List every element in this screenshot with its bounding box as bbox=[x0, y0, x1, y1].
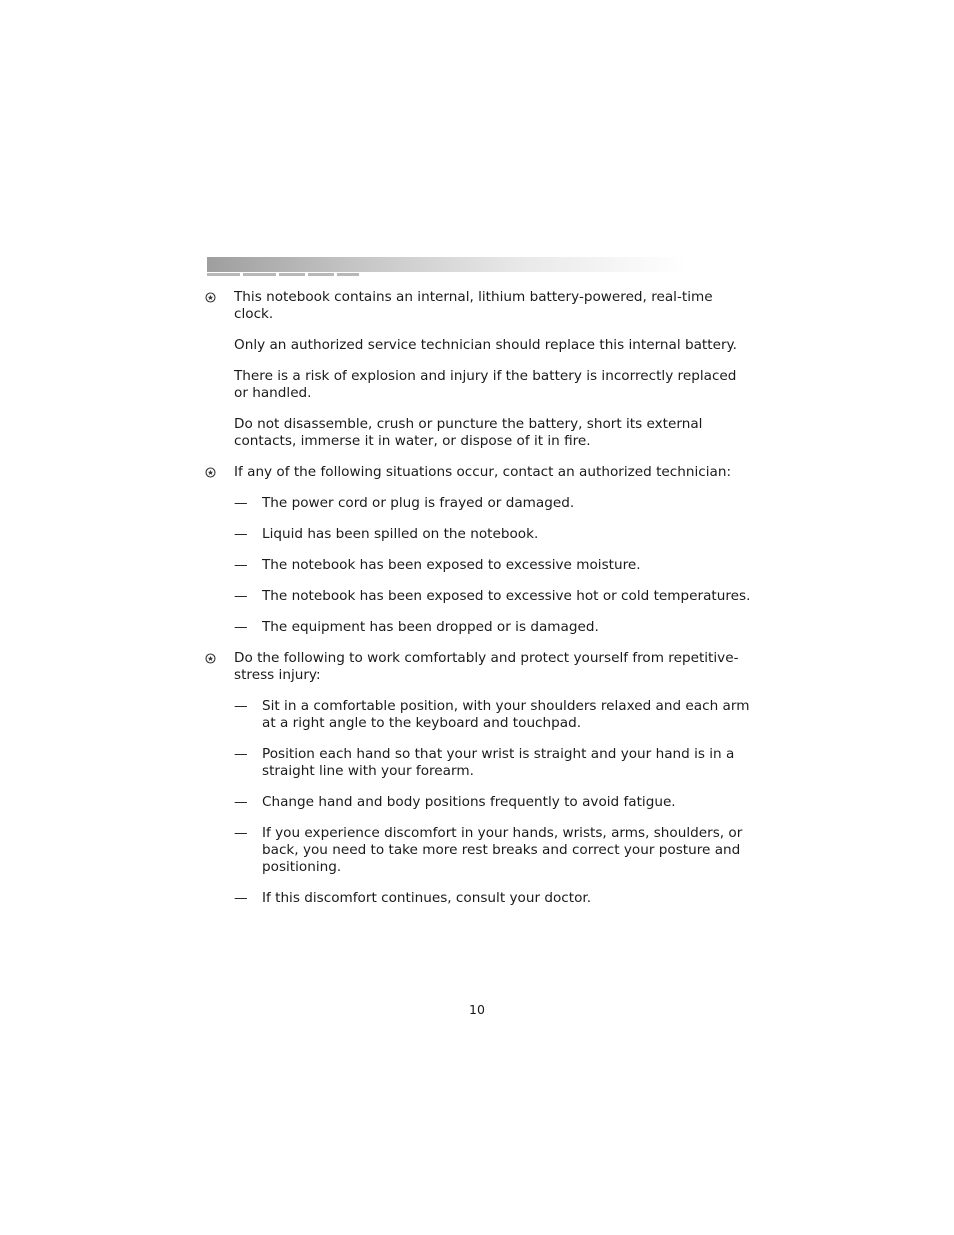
list-item-text: The notebook has been exposed to excessive moisture. bbox=[262, 557, 641, 573]
sub-list bbox=[234, 698, 765, 907]
list-item-text: If this discomfort continues, consult your doctor. bbox=[262, 890, 592, 906]
list-item bbox=[234, 495, 754, 512]
header-tick bbox=[207, 273, 240, 276]
dash-marker: — bbox=[234, 746, 248, 762]
bullet-block-ergonomics bbox=[205, 650, 765, 907]
list-item bbox=[234, 557, 754, 574]
list-item bbox=[234, 794, 754, 811]
list-item bbox=[234, 588, 754, 605]
section-header-ticks bbox=[207, 273, 359, 276]
list-item-text: The equipment has been dropped or is damaged. bbox=[262, 619, 599, 635]
list-item-text: Sit in a comfortable position, with your shoulders relaxed and each arm at a right angle to the keyboard and touchpad. bbox=[262, 698, 750, 731]
dash-marker: — bbox=[234, 588, 248, 604]
bullet-block-battery bbox=[205, 289, 765, 450]
header-tick bbox=[308, 273, 334, 276]
circled-star-bullet-icon bbox=[205, 292, 216, 303]
bullet-paragraph: If any of the following situations occur, contact an authorized technician: bbox=[234, 464, 732, 480]
bullet-paragraph: This notebook contains an internal, lithium battery-powered, real-time clock. bbox=[234, 289, 713, 322]
dash-marker: — bbox=[234, 794, 248, 810]
header-tick bbox=[279, 273, 305, 276]
list-item-text: The notebook has been exposed to excessive hot or cold temperatures. bbox=[262, 588, 751, 604]
bullet-paragraph: Do the following to work comfortably and protect yourself from repetitive-stress injury: bbox=[234, 650, 739, 683]
header-tick bbox=[337, 273, 359, 276]
sub-list bbox=[234, 495, 765, 636]
section-header-gradient-bar bbox=[207, 257, 687, 272]
list-item bbox=[234, 890, 754, 907]
bullet-paragraph: Do not disassemble, crush or puncture the battery, short its external contacts, immerse it in water, or dispose of it in fire. bbox=[234, 416, 703, 449]
list-item bbox=[234, 746, 754, 780]
list-item bbox=[234, 526, 754, 543]
header-tick bbox=[243, 273, 276, 276]
dash-marker: — bbox=[234, 495, 248, 511]
dash-marker: — bbox=[234, 557, 248, 573]
list-item bbox=[234, 619, 754, 636]
safety-content bbox=[205, 289, 765, 907]
dash-marker: — bbox=[234, 825, 248, 841]
list-item-text: Change hand and body positions frequently to avoid fatigue. bbox=[262, 794, 676, 810]
list-item bbox=[234, 825, 754, 876]
page-number: 10 bbox=[469, 1002, 485, 1017]
dash-marker: — bbox=[234, 698, 248, 714]
list-item-text: The power cord or plug is frayed or damaged. bbox=[262, 495, 575, 511]
dash-marker: — bbox=[234, 526, 248, 542]
bullet-paragraph: There is a risk of explosion and injury if the battery is incorrectly replaced or handled. bbox=[234, 368, 737, 401]
list-item bbox=[234, 698, 754, 732]
bullet-block-technician bbox=[205, 464, 765, 636]
list-item-text: Liquid has been spilled on the notebook. bbox=[262, 526, 539, 542]
circled-star-bullet-icon bbox=[205, 653, 216, 664]
dash-marker: — bbox=[234, 890, 248, 906]
list-item-text: If you experience discomfort in your hands, wrists, arms, shoulders, or back, you need to take more rest breaks and correct your posture and positioning. bbox=[262, 825, 743, 875]
bullet-paragraph: Only an authorized service technician should replace this internal battery. bbox=[234, 337, 737, 353]
dash-marker: — bbox=[234, 619, 248, 635]
list-item-text: Position each hand so that your wrist is straight and your hand is in a straight line with your forearm. bbox=[262, 746, 735, 779]
circled-star-bullet-icon bbox=[205, 467, 216, 478]
